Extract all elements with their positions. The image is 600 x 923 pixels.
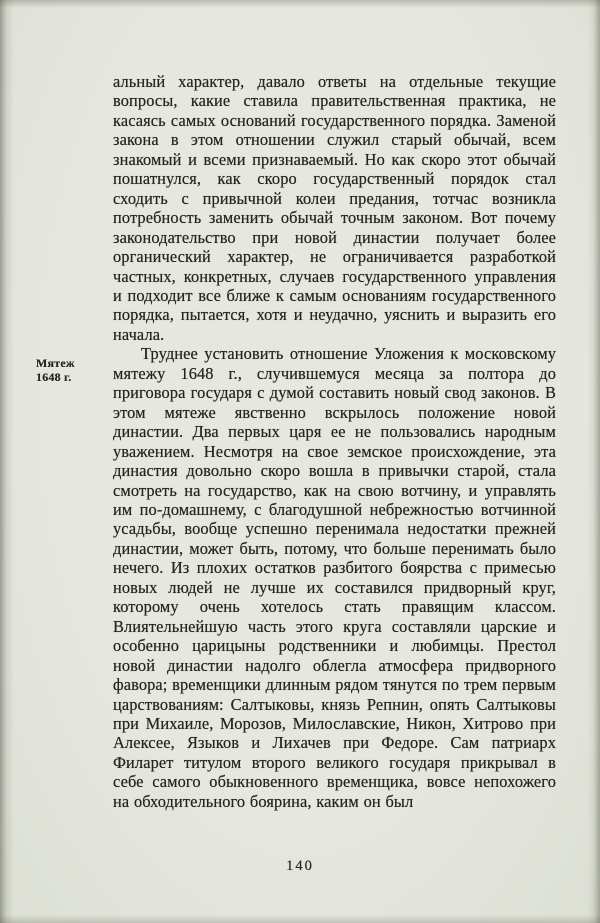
margin-note-line2: 1648 г. <box>36 369 72 384</box>
body-text <box>113 72 556 811</box>
margin-note <box>36 357 108 384</box>
margin-note-line1: Мятеж <box>36 356 75 370</box>
scan-edge-right <box>588 0 600 923</box>
scan-edge-top <box>0 0 600 8</box>
page-number: 140 <box>286 858 314 874</box>
scan-edge-left <box>0 0 14 923</box>
paragraph-continuation: альный характер, давало ответы на отдельные текущие вопросы, какие ставила правительственная практика, не касаясь самых оснований государственного порядка. Заменой закона в этом отношении служил старый обычай, всем знакомый и всеми признаваемый. Но как скоро этот обычай пошатнулся, как скоро государственный порядок стал сходить с привычной колеи предания, тотчас возникла потребность заменить обычай точным законом. Вот почему законодательство при новой династии получает более органический характер, не ограничивается разработкой частных, конкретных, случаев государственного управления и подходит все ближе к самым основаниям государственного порядка, пытается, хотя и неудачно, уяснить и выразить его начала. <box>113 72 556 344</box>
paragraph-myatezh-1648: Труднее установить отношение Уложения к московскому мятежу 1648 г., случившемуся месяца за полтора до приговора государя с думой составить новый свод законов. В этом мятеже явственно вскрылось положение новой династии. Два первых царя ее не пользовались народным уважением. Несмотря на свое земское происхождение, эта династия довольно скоро вошла в привычки старой, стала смотреть на государство, как на свою вотчину, и управлять им по-домашнему, с благодушной небрежностью вотчинной усадьбы, вообще успешно перенимала недостатки прежней династии, может быть, потому, что больше перенимать было нечего. Из плохих остатков разбитого боярства с примесью новых людей не лучше их составился придворный круг, которому очень хотелось стать правящим классом. Влиятельнейшую часть этого круга составляли царские и особенно царицыны родственники и любимцы. Престол новой династии надолго облегла атмосфера придворного фавора; временщики длинным рядом тянутся по трем первым царствованиям: Салтыковы, князь Репнин, опять Салтыковы при Михаиле, Морозов, Милославские, Никон, Хитрово при Алексее, Языков и Лихачев при Федоре. Сам патриарх Филарет титулом второго великого государя прикрывал в себе самого обыкновенного временщика, вовсе непохожего на обходительного боярина, каким он был <box>113 344 556 811</box>
scan-edge-bottom <box>0 915 600 923</box>
